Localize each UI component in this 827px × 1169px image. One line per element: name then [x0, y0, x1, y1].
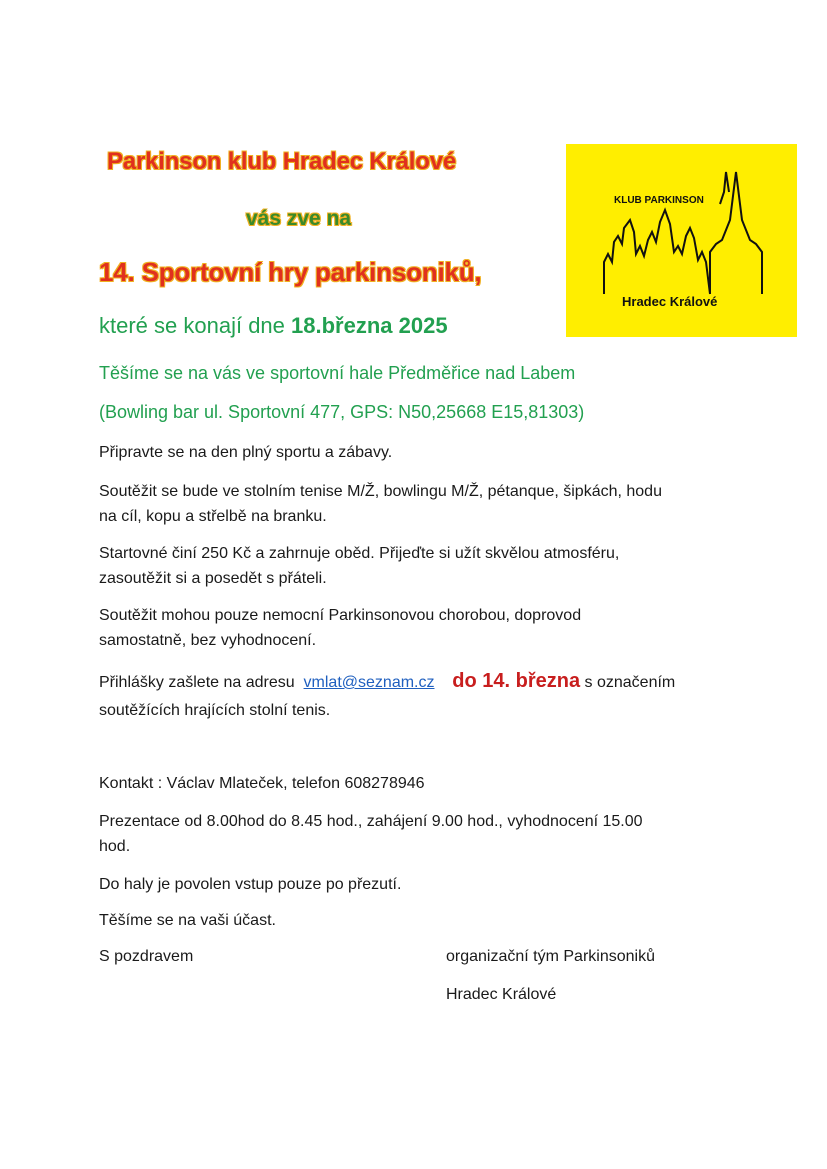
- venue-line-2: (Bowling bar ul. Sportovní 477, GPS: N50,25668 E15,81303): [99, 402, 585, 422]
- paragraph-disciplines-l2: na cíl, kopu a střelbě na branku.: [99, 508, 327, 525]
- paragraph-fee-l2: zasoutěžit si a posedět s přáteli.: [99, 570, 327, 587]
- registration-prefix: Přihlášky zašlete na adresu: [99, 674, 295, 691]
- registration-deadline: do 14. března: [452, 670, 581, 692]
- logo-top-text: KLUB PARKINSON: [614, 195, 704, 206]
- paragraph-eligibility-l2: samostatně, bez vyhodnocení.: [99, 632, 317, 649]
- invites-text: vás zve na: [246, 207, 352, 230]
- event-title: 14. Sportovní hry parkinsoniků,: [99, 257, 482, 287]
- club-logo: [566, 144, 797, 337]
- event-date: 18.března 2025: [291, 313, 448, 338]
- paragraph-intro: Připravte se na den plný sportu a zábavy.: [99, 444, 393, 461]
- contact-line: Kontakt : Václav Mlateček, telefon 608278946: [99, 775, 425, 792]
- signature-team: organizační tým Parkinsoniků: [446, 948, 655, 965]
- email-link[interactable]: vmlat@seznam.cz: [303, 674, 435, 691]
- venue-line-1: Těšíme se na vás ve sportovní hale Předměřice nad Labem: [99, 363, 576, 383]
- signature-city: Hradec Králové: [446, 986, 557, 1003]
- hall-note: Do haly je povolen vstup pouze po přezutí.: [99, 876, 402, 893]
- paragraph-fee-l1: Startovné činí 250 Kč a zahrnuje oběd. Přijeďte si užít skvělou atmosféru,: [99, 545, 620, 562]
- date-prefix: které se konají dne: [99, 313, 292, 338]
- looking-forward: Těšíme se na vaši účast.: [99, 912, 276, 929]
- registration-line-1: [99, 669, 675, 695]
- paragraph-disciplines-l1: Soutěžit se bude ve stolním tenise M/Ž, bowlingu M/Ž, pétanque, šipkách, hodu: [99, 483, 662, 500]
- greeting: S pozdravem: [99, 948, 194, 965]
- schedule-l1: Prezentace od 8.00hod do 8.45 hod., zahájení 9.00 hod., vyhodnocení 15.00: [99, 813, 643, 830]
- registration-line-2: soutěžících hrajících stolní tenis.: [99, 702, 331, 719]
- paragraph-eligibility-l1: Soutěžit mohou pouze nemocní Parkinsonovou chorobou, doprovod: [99, 607, 582, 624]
- logo-bottom-text: Hradec Králové: [622, 294, 718, 309]
- castle-skyline-icon: [566, 144, 797, 337]
- event-date-line: [99, 313, 448, 339]
- club-title: Parkinson klub Hradec Králové: [107, 148, 456, 175]
- registration-suffix: s označením: [584, 674, 676, 691]
- schedule-l2: hod.: [99, 838, 131, 855]
